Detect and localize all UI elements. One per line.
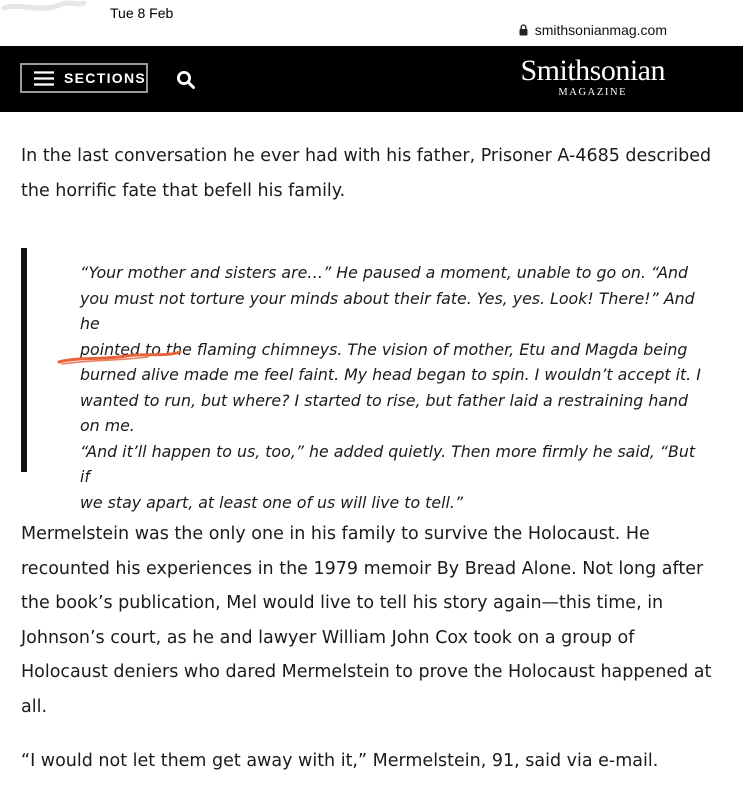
status-bar: [0, 0, 743, 46]
underline-annotation: [56, 348, 186, 368]
lock-icon: [519, 24, 528, 36]
url-text: smithsonianmag.com: [534, 22, 667, 38]
quote-line: you must not torture your minds about their fate. Yes, yes. Look! There!” And he: [80, 288, 695, 333]
search-icon[interactable]: [176, 70, 196, 90]
scribble-mark: [0, 0, 90, 30]
hamburger-icon: [34, 71, 54, 86]
quote-line: burned alive made me feel faint. My head began to spin. I wouldn’t accept it. I: [80, 365, 701, 384]
quote-line: we stay apart, at least one of us will live to tell.”: [80, 492, 464, 512]
site-header: [0, 46, 743, 112]
article-intro-paragraph: In the last conversation he ever had with his father, Prisoner A-4685 described the horrific fate that befell his family.: [21, 146, 712, 201]
article-body-paragraph: Mermelstein was the only one in his family to survive the Holocaust. He recounted his experiences in the 1979 memoir By Bread Alone. Not long after the book’s publication, Mel would live to tell his story again—this time, in Johnson’s court, as he and lawyer William John Cox took on a group of Holocaust deniers who dared Mermelstein to prove the Holocaust happened at all.: [21, 524, 712, 717]
quote-line: on me.: [80, 416, 135, 435]
quote-line: “Your mother and sisters are…” He paused a moment, unable to go on. “And: [80, 263, 689, 282]
quote-line: pointed to the flaming chimneys. The vision of mother, Etu and Magda being: [80, 339, 688, 359]
logo-wordmark: Smithsonian: [520, 54, 665, 87]
article-body-paragraph: “I would not let them get away with it,” Mermelstein, 91, said via e-mail.: [21, 751, 659, 771]
smithsonian-logo[interactable]: [520, 56, 665, 98]
blockquote-bar: [21, 248, 27, 472]
sections-menu-button[interactable]: [20, 63, 148, 93]
logo-subtitle: MAGAZINE: [558, 87, 628, 98]
quote-line: “And it’ll happen to us, too,” he added quietly. Then more firmly he said, “But if: [80, 441, 696, 486]
address-bar[interactable]: [519, 22, 667, 38]
blockquote-text: [80, 260, 705, 515]
status-time: Tue 8 Feb: [110, 5, 174, 21]
sections-label: SECTIONS: [64, 70, 146, 86]
quote-line: wanted to run, but where? I started to rise, but father laid a restraining hand: [80, 390, 689, 410]
